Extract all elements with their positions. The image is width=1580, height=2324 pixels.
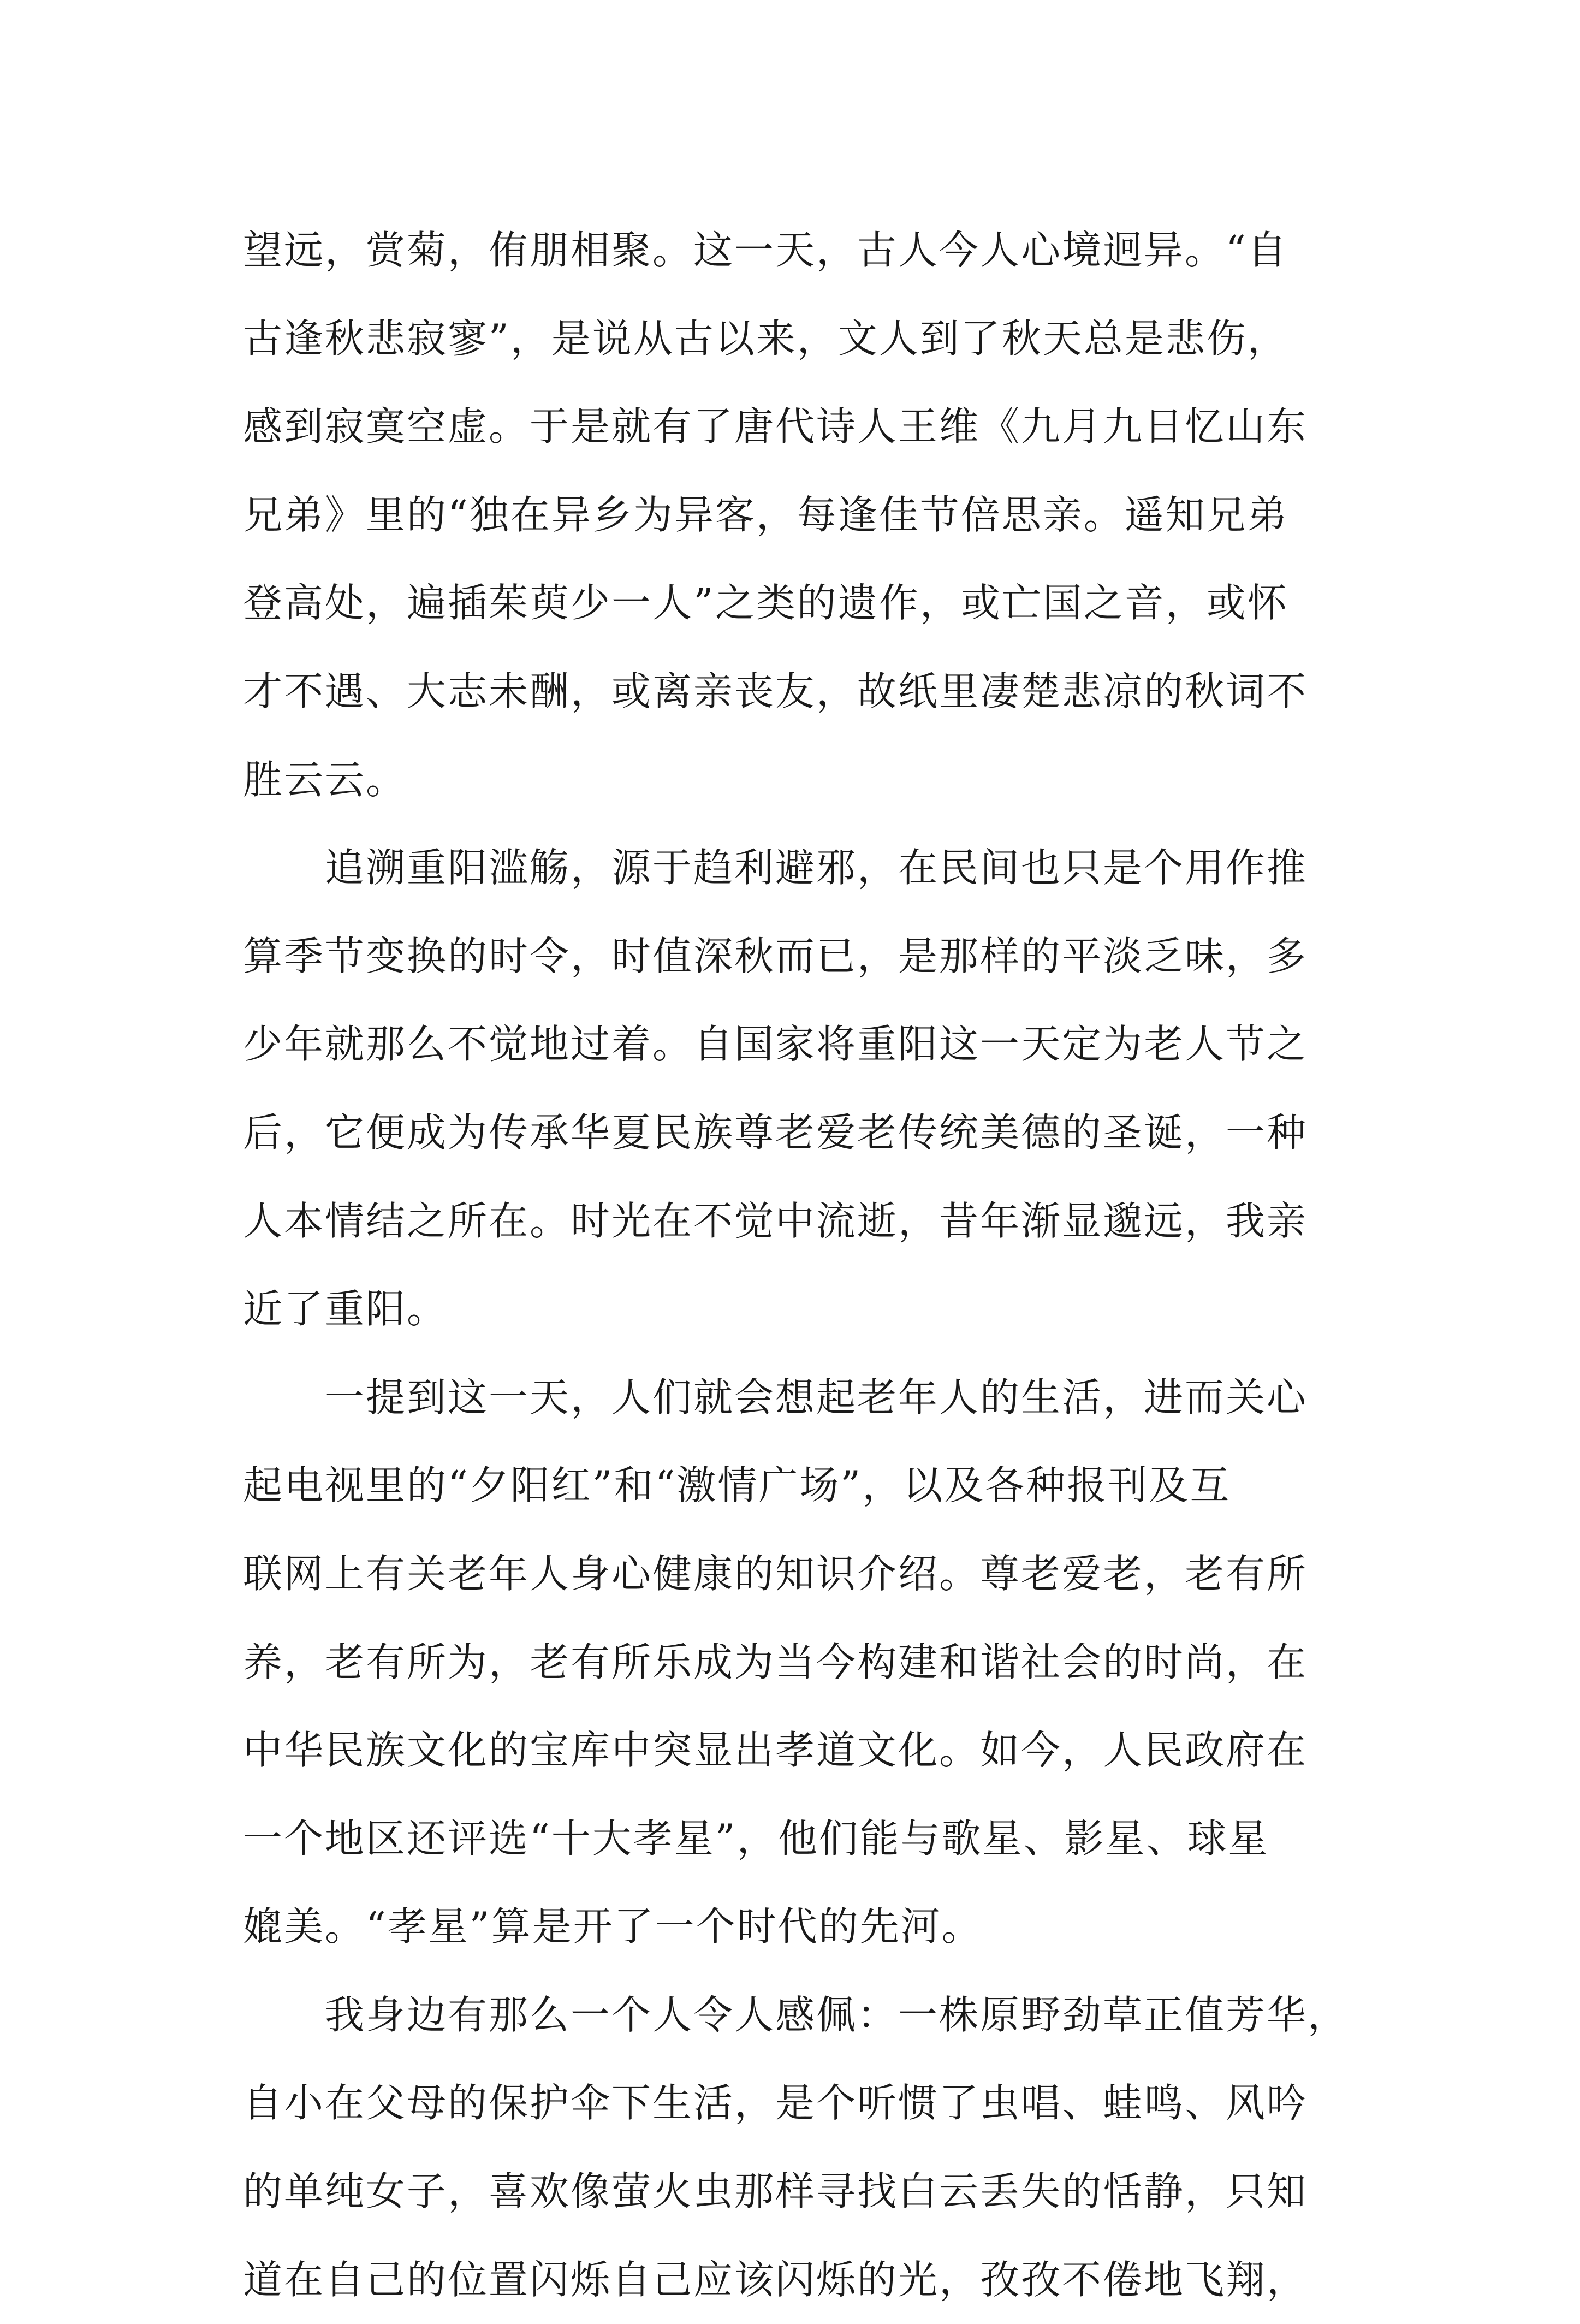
text-line: 近了重阳。 (243, 1286, 448, 1332)
text-line: 一提到这一天，人们就会想起老年人的生活，进而关心 (325, 1374, 1308, 1420)
text-line: 中华民族文化的宝库中突显出孝道文化。如今，人民政府在 (243, 1727, 1308, 1774)
text-line: 追溯重阳滥觞，源于趋利避邪，在民间也只是个用作推 (325, 845, 1308, 891)
paragraph-2 (243, 824, 1357, 1354)
text-line: 自小在父母的保护伞下生活，是个听惯了虫唱、蛙鸣、风吟 (243, 2080, 1308, 2126)
paragraph-1 (243, 206, 1357, 824)
text-line: 望远，赏菊，侑朋相聚。这一天，古人今人心境迥异。“自 (243, 227, 1288, 273)
text-line: 起电视里的“夕阳红”和“激情广场”，以及各种报刊及互 (243, 1462, 1231, 1509)
paragraph-4 (243, 1971, 1357, 2324)
text-line: 才不遇、大志未酬，或离亲丧友，故纸里凄楚悲凉的秋词不 (243, 668, 1308, 714)
text-line: 人本情结之所在。时光在不觉中流逝，昔年渐显邈远，我亲 (243, 1197, 1308, 1244)
text-line: 媲美。“孝星”算是开了一个时代的先河。 (243, 1904, 983, 1950)
text-line: 的单纯女子，喜欢像萤火虫那样寻找白云丢失的恬静，只知 (243, 2168, 1308, 2215)
text-line: 胜云云。 (243, 756, 407, 803)
text-line: 算季节变换的时令，时值深秋而已，是那样的平淡乏味，多 (243, 933, 1308, 979)
body-text (243, 206, 1357, 2324)
text-line: 我身边有那么一个人令人感佩：一株原野劲草正值芳华， (325, 1991, 1349, 2038)
text-line: 道在自己的位置闪烁自己应该闪烁的光，孜孜不倦地飞翔， (243, 2256, 1308, 2303)
text-line: 感到寂寞空虚。于是就有了唐代诗人王维《九月九日忆山东 (243, 404, 1308, 450)
text-line: 联网上有关老年人身心健康的知识介绍。尊老爱老，老有所 (243, 1550, 1308, 1597)
text-line: 后，它便成为传承华夏民族尊老爱老传统美德的圣诞，一种 (243, 1109, 1308, 1155)
text-line: 少年就那么不觉地过着。自国家将重阳这一天定为老人节之 (243, 1021, 1308, 1068)
text-line: 养，老有所为，老有所乐成为当今构建和谐社会的时尚，在 (243, 1639, 1308, 1685)
text-line: 古逢秋悲寂寥”，是说从古以来，文人到了秋天总是悲伤， (243, 315, 1288, 361)
text-line: 登高处，遍插茱萸少一人”之类的遗作，或亡国之音，或怀 (243, 580, 1288, 626)
text-line: 一个地区还评选“十大孝星”，他们能与歌星、影星、球星 (243, 1815, 1269, 1861)
text-line: 兄弟》里的“独在异乡为异客，每逢佳节倍思亲。遥知兄弟 (243, 491, 1288, 538)
paragraph-3 (243, 1354, 1357, 1971)
